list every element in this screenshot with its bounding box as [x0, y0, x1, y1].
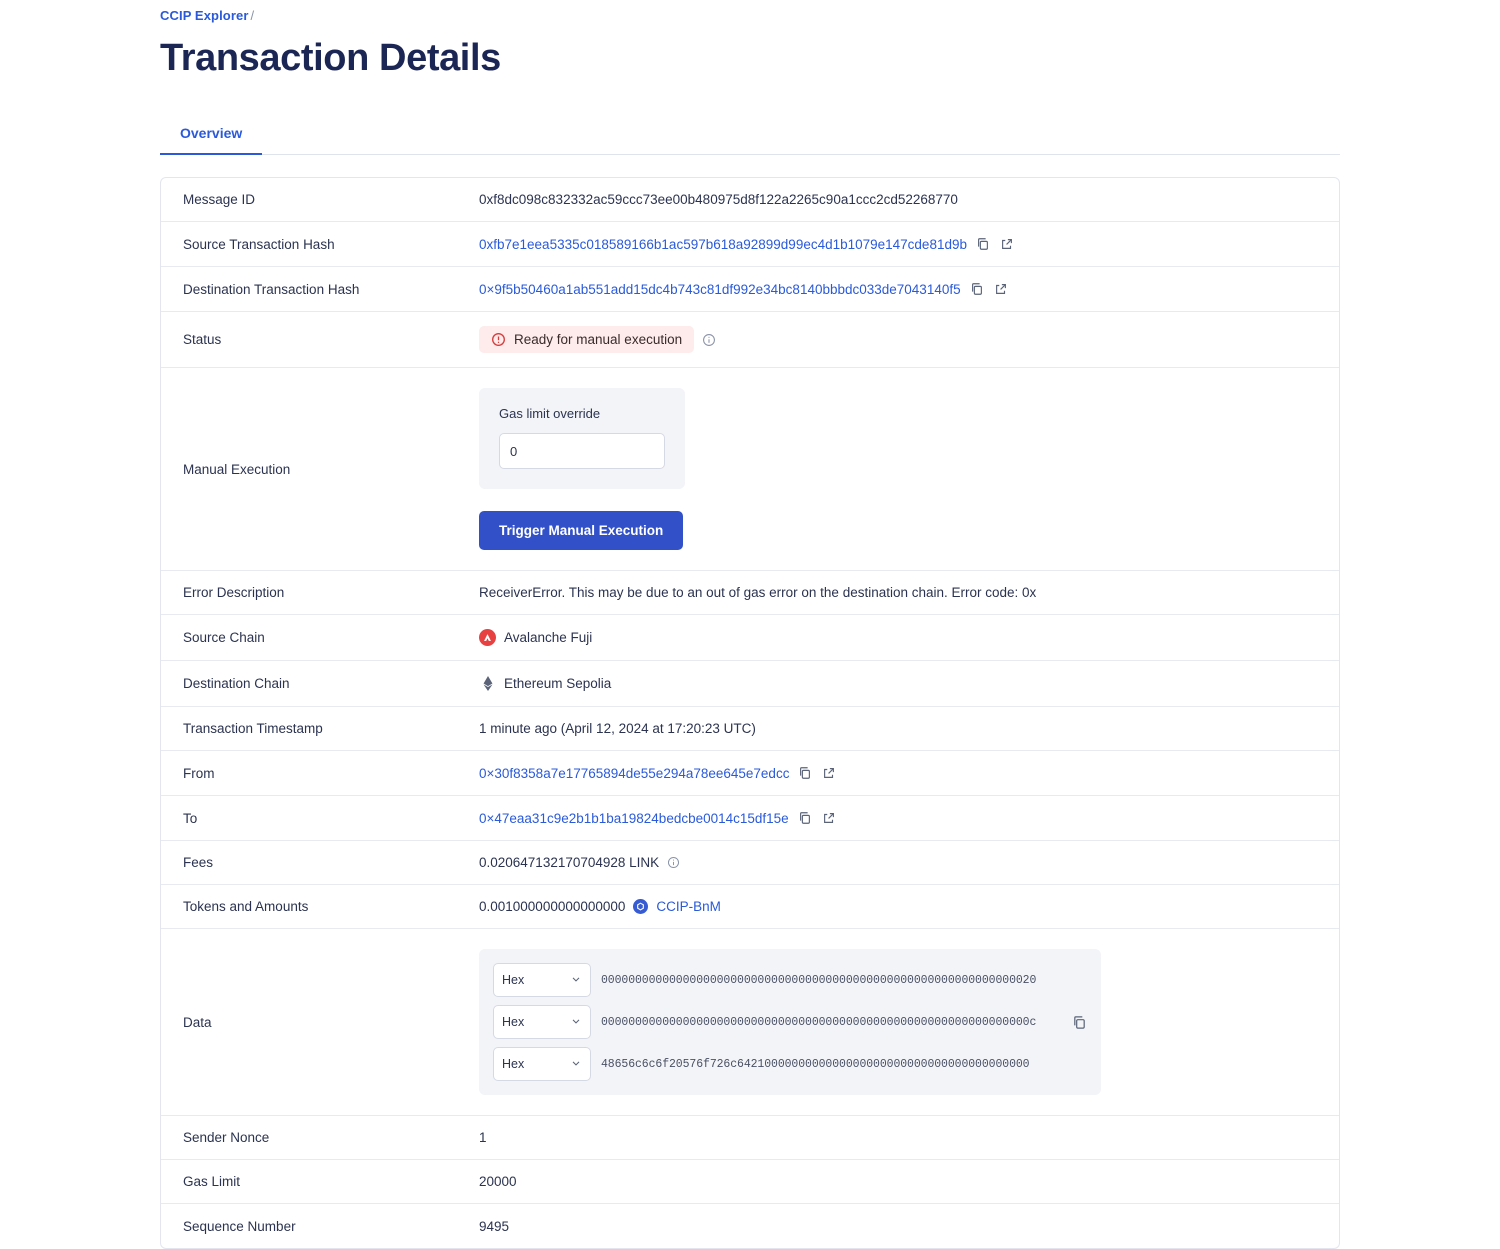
row-destination-chain [161, 661, 1339, 707]
value-sender-nonce: 1 [479, 1130, 487, 1145]
gas-limit-override-input[interactable] [499, 433, 665, 469]
breadcrumb [160, 0, 1340, 23]
label-destination-transaction-hash: Destination Transaction Hash [183, 281, 360, 297]
row-source-transaction-hash [161, 222, 1339, 267]
label-sequence-number: Sequence Number [183, 1218, 296, 1234]
value-transaction-timestamp: 1 minute ago (April 12, 2024 at 17:20:23 UTC) [479, 721, 756, 736]
trigger-manual-execution-button[interactable]: Trigger Manual Execution [479, 511, 683, 550]
info-icon[interactable] [667, 856, 680, 869]
label-source-chain: Source Chain [183, 630, 265, 645]
row-destination-transaction-hash [161, 267, 1339, 312]
row-fees [161, 841, 1339, 885]
label-tokens-and-amounts: Tokens and Amounts [183, 899, 309, 914]
row-data [161, 929, 1339, 1116]
row-to [161, 796, 1339, 841]
tab-overview[interactable]: Overview [160, 115, 262, 155]
token-amount-text: 0.001000000000000000 [479, 899, 626, 914]
data-format-value-0: Hex [502, 973, 525, 987]
external-link-icon[interactable] [993, 281, 1009, 297]
value-sequence-number: 9495 [479, 1218, 510, 1234]
row-from [161, 751, 1339, 796]
token-name-link[interactable]: CCIP-BnM [656, 899, 721, 914]
label-gas-limit: Gas Limit [183, 1174, 241, 1189]
value-status [479, 312, 1339, 367]
fees-text: 0.020647132170704928 LINK [479, 855, 660, 870]
data-line [493, 1005, 1057, 1039]
row-sequence-number [161, 1204, 1339, 1248]
data-format-value-1: Hex [502, 1015, 525, 1029]
row-message-id [161, 178, 1339, 222]
value-fees [479, 841, 1339, 884]
gas-limit-override-label: Gas limit override [499, 406, 601, 421]
status-text: Ready for manual execution [514, 332, 683, 347]
from-address-link[interactable]: 0×30f8358a7e17765894de55e294a78ee645e7edcc [479, 765, 790, 781]
value-message-id [479, 178, 1339, 221]
ccip-bnm-token-icon [633, 899, 648, 914]
gas-limit-override-box [479, 388, 685, 489]
label-from: From [183, 765, 215, 781]
message-id-text: 0xf8dc098c832332ac59ccc73ee00b480975d8f122a2265c90a1ccc2cd52268770 [479, 192, 958, 207]
data-format-select-0[interactable] [493, 963, 591, 997]
copy-icon[interactable] [797, 765, 813, 781]
avalanche-icon [479, 629, 496, 646]
data-hex-value-1: 000000000000000000000000000000000000000000000000000000000000000c [601, 1015, 1037, 1029]
row-error-description [161, 571, 1339, 615]
label-destination-chain: Destination Chain [183, 676, 290, 691]
data-hex-value-0: 0000000000000000000000000000000000000000000000000000000000000020 [601, 973, 1037, 987]
chevron-down-icon [570, 1015, 582, 1030]
data-hex-value-2: 48656c6c6f20576f726c6421000000000000000000000000000000000000000 [601, 1057, 1030, 1071]
data-line [493, 1047, 1057, 1081]
chevron-down-icon [570, 973, 582, 988]
value-destination-chain [479, 661, 1339, 706]
data-format-select-2[interactable] [493, 1047, 591, 1081]
external-link-icon[interactable] [821, 810, 837, 826]
destination-transaction-hash-link[interactable]: 0×9f5b50460a1ab551add15dc4b743c81df992e34bc8140bbbdc033de7043140f5 [479, 281, 961, 297]
row-sender-nonce [161, 1116, 1339, 1160]
label-sender-nonce: Sender Nonce [183, 1130, 270, 1145]
copy-icon[interactable] [969, 281, 985, 297]
breadcrumb-link-ccip-explorer[interactable]: CCIP Explorer [160, 8, 249, 23]
value-tokens-and-amounts [479, 885, 1339, 928]
warning-icon [491, 332, 506, 347]
copy-icon[interactable] [797, 810, 813, 826]
label-manual-execution: Manual Execution [183, 461, 291, 477]
label-to: To [183, 810, 198, 826]
info-icon[interactable] [702, 333, 716, 347]
value-to [479, 796, 1339, 840]
copy-icon[interactable] [1071, 1014, 1087, 1030]
to-address-link[interactable]: 0×47eaa31c9e2b1b1ba19824bedcbe0014c15df15e [479, 810, 789, 826]
copy-icon[interactable] [975, 236, 991, 252]
page-title: Transaction Details [160, 37, 501, 79]
label-status: Status [183, 332, 222, 347]
label-message-id: Message ID [183, 192, 256, 207]
external-link-icon[interactable] [999, 236, 1015, 252]
value-gas-limit: 20000 [479, 1174, 517, 1189]
data-line [493, 963, 1057, 997]
transaction-details-panel [160, 177, 1340, 1249]
value-source-chain [479, 615, 1339, 660]
label-source-transaction-hash: Source Transaction Hash [183, 236, 335, 252]
row-manual-execution [161, 368, 1339, 571]
source-chain-text: Avalanche Fuji [504, 630, 593, 645]
row-tokens-and-amounts [161, 885, 1339, 929]
value-data [479, 929, 1339, 1115]
value-manual-execution [479, 368, 1339, 570]
destination-chain-text: Ethereum Sepolia [504, 676, 612, 691]
chevron-down-icon [570, 1057, 582, 1072]
data-format-select-1[interactable] [493, 1005, 591, 1039]
external-link-icon[interactable] [821, 765, 837, 781]
ethereum-icon [479, 675, 496, 692]
row-transaction-timestamp [161, 707, 1339, 751]
row-status [161, 312, 1339, 368]
value-source-transaction-hash [479, 222, 1339, 266]
value-destination-transaction-hash [479, 267, 1339, 311]
data-box [479, 949, 1101, 1095]
label-error-description: Error Description [183, 585, 285, 600]
label-transaction-timestamp: Transaction Timestamp [183, 721, 323, 736]
tab-bar [160, 115, 1340, 155]
value-from [479, 751, 1339, 795]
label-data: Data [183, 1014, 212, 1030]
label-fees: Fees [183, 855, 214, 870]
source-transaction-hash-link[interactable]: 0xfb7e1eea5335c018589166b1ac597b618a92899d99ec4d1b1079e147cde81d9b [479, 236, 967, 252]
value-error-description: ReceiverError. This may be due to an out of gas error on the destination chain. Error code: 0x [479, 585, 1037, 600]
row-gas-limit [161, 1160, 1339, 1204]
breadcrumb-separator: / [250, 8, 255, 23]
row-source-chain [161, 615, 1339, 661]
status-badge [479, 326, 694, 353]
data-lines [493, 963, 1057, 1081]
data-format-value-2: Hex [502, 1057, 525, 1071]
